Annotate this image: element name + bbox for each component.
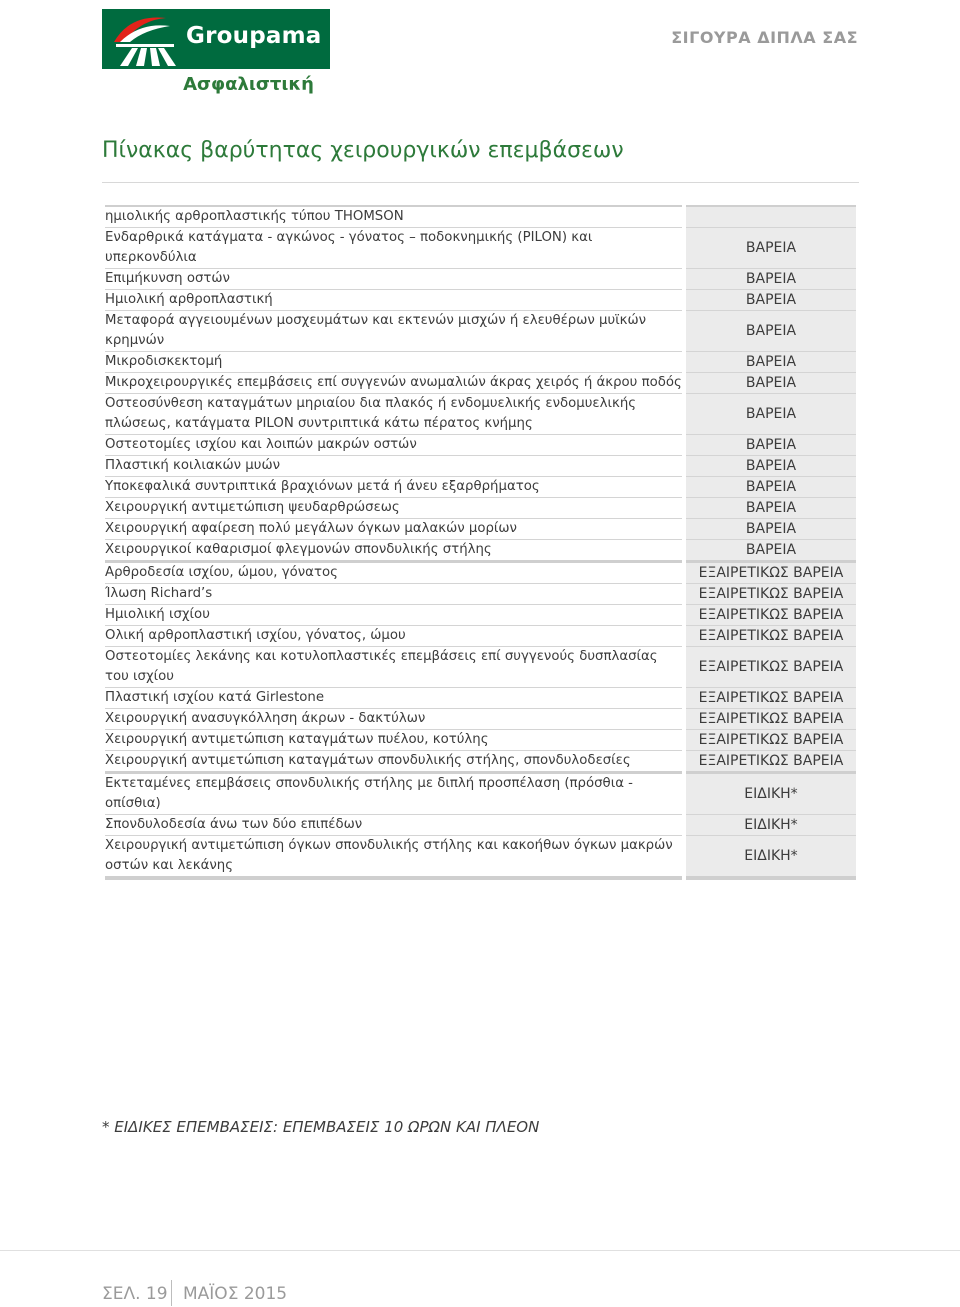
procedure-cell: Πλαστική ισχίου κατά Girlestone xyxy=(105,688,682,709)
footer-separator xyxy=(171,1280,172,1306)
procedure-cell: ημιολικής αρθροπλαστικής τύπου THOMSON xyxy=(105,206,682,228)
table-row xyxy=(105,290,856,311)
table-row xyxy=(105,477,856,498)
table-row xyxy=(105,498,856,519)
severity-cell: ΕΞΑΙΡΕΤΙΚΩΣ ΒΑΡΕΙΑ xyxy=(686,647,856,688)
severity-cell: ΕΙΔΙΚΗ* xyxy=(686,836,856,879)
table-row xyxy=(105,206,856,228)
procedure-cell: Χειρουργική αντιμετώπιση όγκων σπονδυλικής στήλης και κακοήθων όγκων μακρών οστών και λεκάνης xyxy=(105,836,682,879)
procedure-cell: Υποκεφαλικά συντριπτικά βραχιόνων μετά ή άνευ εξαρθρήματος xyxy=(105,477,682,498)
severity-cell: ΕΞΑΙΡΕΤΙΚΩΣ ΒΑΡΕΙΑ xyxy=(686,709,856,730)
severity-cell: ΕΙΔΙΚΗ* xyxy=(686,773,856,815)
severity-cell: ΒΑΡΕΙΑ xyxy=(686,456,856,477)
severity-cell: ΕΞΑΙΡΕΤΙΚΩΣ ΒΑΡΕΙΑ xyxy=(686,562,856,584)
procedure-cell: Οστεοτομίες λεκάνης και κοτυλοπλαστικές επεμβάσεις επί συγγενούς δυσπλασίας του ισχίου xyxy=(105,647,682,688)
table-row xyxy=(105,373,856,394)
table-row xyxy=(105,311,856,352)
table-row xyxy=(105,751,856,773)
procedure-cell: Οστεοτομίες ισχίου και λοιπών μακρών οστών xyxy=(105,435,682,456)
procedure-cell: Χειρουργική αντιμετώπιση καταγμάτων πυέλου, κοτύλης xyxy=(105,730,682,751)
table-row xyxy=(105,815,856,836)
table-row xyxy=(105,269,856,290)
table-row xyxy=(105,773,856,815)
brand-tagline: ΣΙΓΟΥΡΑ ΔΙΠΛΑ ΣΑΣ xyxy=(671,28,858,47)
table-row xyxy=(105,540,856,562)
page-title: Πίνακας βαρύτητας χειρουργικών επεμβάσεων xyxy=(102,138,624,163)
table-row xyxy=(105,688,856,709)
severity-cell: ΒΑΡΕΙΑ xyxy=(686,290,856,311)
severity-cell: ΒΑΡΕΙΑ xyxy=(686,352,856,373)
severity-cell: ΒΑΡΕΙΑ xyxy=(686,519,856,540)
severity-table xyxy=(105,205,856,880)
table-row xyxy=(105,709,856,730)
procedure-cell: Οστεοσύνθεση καταγμάτων μηριαίου δια πλακός ή ενδομυελικής ενδομυελικής πλώσεως, κατάγματα PILON συντριπτικά κάτω πέρατος κνήμης xyxy=(105,394,682,435)
severity-cell: ΕΞΑΙΡΕΤΙΚΩΣ ΒΑΡΕΙΑ xyxy=(686,751,856,773)
footer-divider xyxy=(0,1250,960,1251)
severity-cell: ΒΑΡΕΙΑ xyxy=(686,373,856,394)
severity-cell: ΕΞΑΙΡΕΤΙΚΩΣ ΒΑΡΕΙΑ xyxy=(686,605,856,626)
table-row xyxy=(105,605,856,626)
severity-cell: ΕΞΑΙΡΕΤΙΚΩΣ ΒΑΡΕΙΑ xyxy=(686,688,856,709)
severity-table-body xyxy=(105,206,856,878)
severity-cell: ΒΑΡΕΙΑ xyxy=(686,228,856,269)
procedure-cell: Μικροχειρουργικές επεμβάσεις επί συγγενών ανωμαλιών άκρας χειρός ή άκρου ποδός xyxy=(105,373,682,394)
brand-subtitle: Ασφαλιστική xyxy=(183,74,314,95)
procedure-cell: Εκτεταμένες επεμβάσεις σπονδυλικής στήλης με διπλή προσπέλαση (πρόσθια - οπίσθια) xyxy=(105,773,682,815)
severity-cell: ΒΑΡΕΙΑ xyxy=(686,477,856,498)
table-row xyxy=(105,519,856,540)
procedure-cell: Χειρουργική αντιμετώπιση καταγμάτων σπονδυλικής στήλης, σπονδυλοδεσίες xyxy=(105,751,682,773)
table-row xyxy=(105,435,856,456)
procedure-cell: Πλαστική κοιλιακών μυών xyxy=(105,456,682,477)
groupama-emblem-icon xyxy=(110,12,180,66)
severity-cell: ΒΑΡΕΙΑ xyxy=(686,394,856,435)
table-row xyxy=(105,836,856,879)
procedure-cell: Σπονδυλοδεσία άνω των δύο επιπέδων xyxy=(105,815,682,836)
footnote: * ΕΙΔΙΚΕΣ ΕΠΕΜΒΑΣΕΙΣ: ΕΠΕΜΒΑΣΕΙΣ 10 ΩΡΩΝ ΚΑΙ ΠΛΕΟΝ xyxy=(102,1118,540,1136)
procedure-cell: Χειρουργικοί καθαρισμοί φλεγμονών σπονδυλικής στήλης xyxy=(105,540,682,562)
severity-cell xyxy=(686,206,856,228)
title-divider xyxy=(102,182,859,183)
procedure-cell: Χειρουργική ανασυγκόλληση άκρων - δακτύλων xyxy=(105,709,682,730)
procedure-cell: Χειρουργική αφαίρεση πολύ μεγάλων όγκων μαλακών μορίων xyxy=(105,519,682,540)
table-row xyxy=(105,394,856,435)
table-row xyxy=(105,456,856,477)
procedure-cell: Ίλωση Richard’s xyxy=(105,584,682,605)
severity-cell: ΒΑΡΕΙΑ xyxy=(686,435,856,456)
table-row xyxy=(105,228,856,269)
procedure-cell: Χειρουργική αντιμετώπιση ψευδαρθρώσεως xyxy=(105,498,682,519)
procedure-cell: Μεταφορά αγγειουμένων μοσχευμάτων και εκτενών μισχών ή ελευθέρων μυϊκών κρημνών xyxy=(105,311,682,352)
procedure-cell: Ολική αρθροπλαστική ισχίου, γόνατος, ώμου xyxy=(105,626,682,647)
procedure-cell: Ημιολική ισχίου xyxy=(105,605,682,626)
severity-cell: ΕΞΑΙΡΕΤΙΚΩΣ ΒΑΡΕΙΑ xyxy=(686,730,856,751)
severity-cell: ΕΞΑΙΡΕΤΙΚΩΣ ΒΑΡΕΙΑ xyxy=(686,584,856,605)
table-row xyxy=(105,584,856,605)
severity-cell: ΒΑΡΕΙΑ xyxy=(686,311,856,352)
page-number: ΣΕΛ. 19 xyxy=(102,1284,168,1304)
severity-cell: ΒΑΡΕΙΑ xyxy=(686,269,856,290)
table-row xyxy=(105,647,856,688)
procedure-cell: Επιμήκυνση οστών xyxy=(105,269,682,290)
table-row xyxy=(105,352,856,373)
procedure-cell: Ενδαρθρικά κατάγματα - αγκώνος - γόνατος – ποδοκνημικής (PILON) και υπερκονδύλια xyxy=(105,228,682,269)
procedure-cell: Ημιολική αρθροπλαστική xyxy=(105,290,682,311)
groupama-logo xyxy=(102,9,330,69)
severity-cell: ΒΑΡΕΙΑ xyxy=(686,498,856,519)
procedure-cell: Μικροδισκεκτομή xyxy=(105,352,682,373)
table-row xyxy=(105,562,856,584)
severity-cell: ΕΙΔΙΚΗ* xyxy=(686,815,856,836)
brand-name: Groupama xyxy=(186,23,322,49)
severity-cell: ΕΞΑΙΡΕΤΙΚΩΣ ΒΑΡΕΙΑ xyxy=(686,626,856,647)
procedure-cell: Αρθροδεσία ισχίου, ώμου, γόνατος xyxy=(105,562,682,584)
table-row xyxy=(105,730,856,751)
severity-cell: ΒΑΡΕΙΑ xyxy=(686,540,856,562)
table-row xyxy=(105,626,856,647)
footer-date: ΜΑΪΟΣ 2015 xyxy=(183,1284,288,1304)
